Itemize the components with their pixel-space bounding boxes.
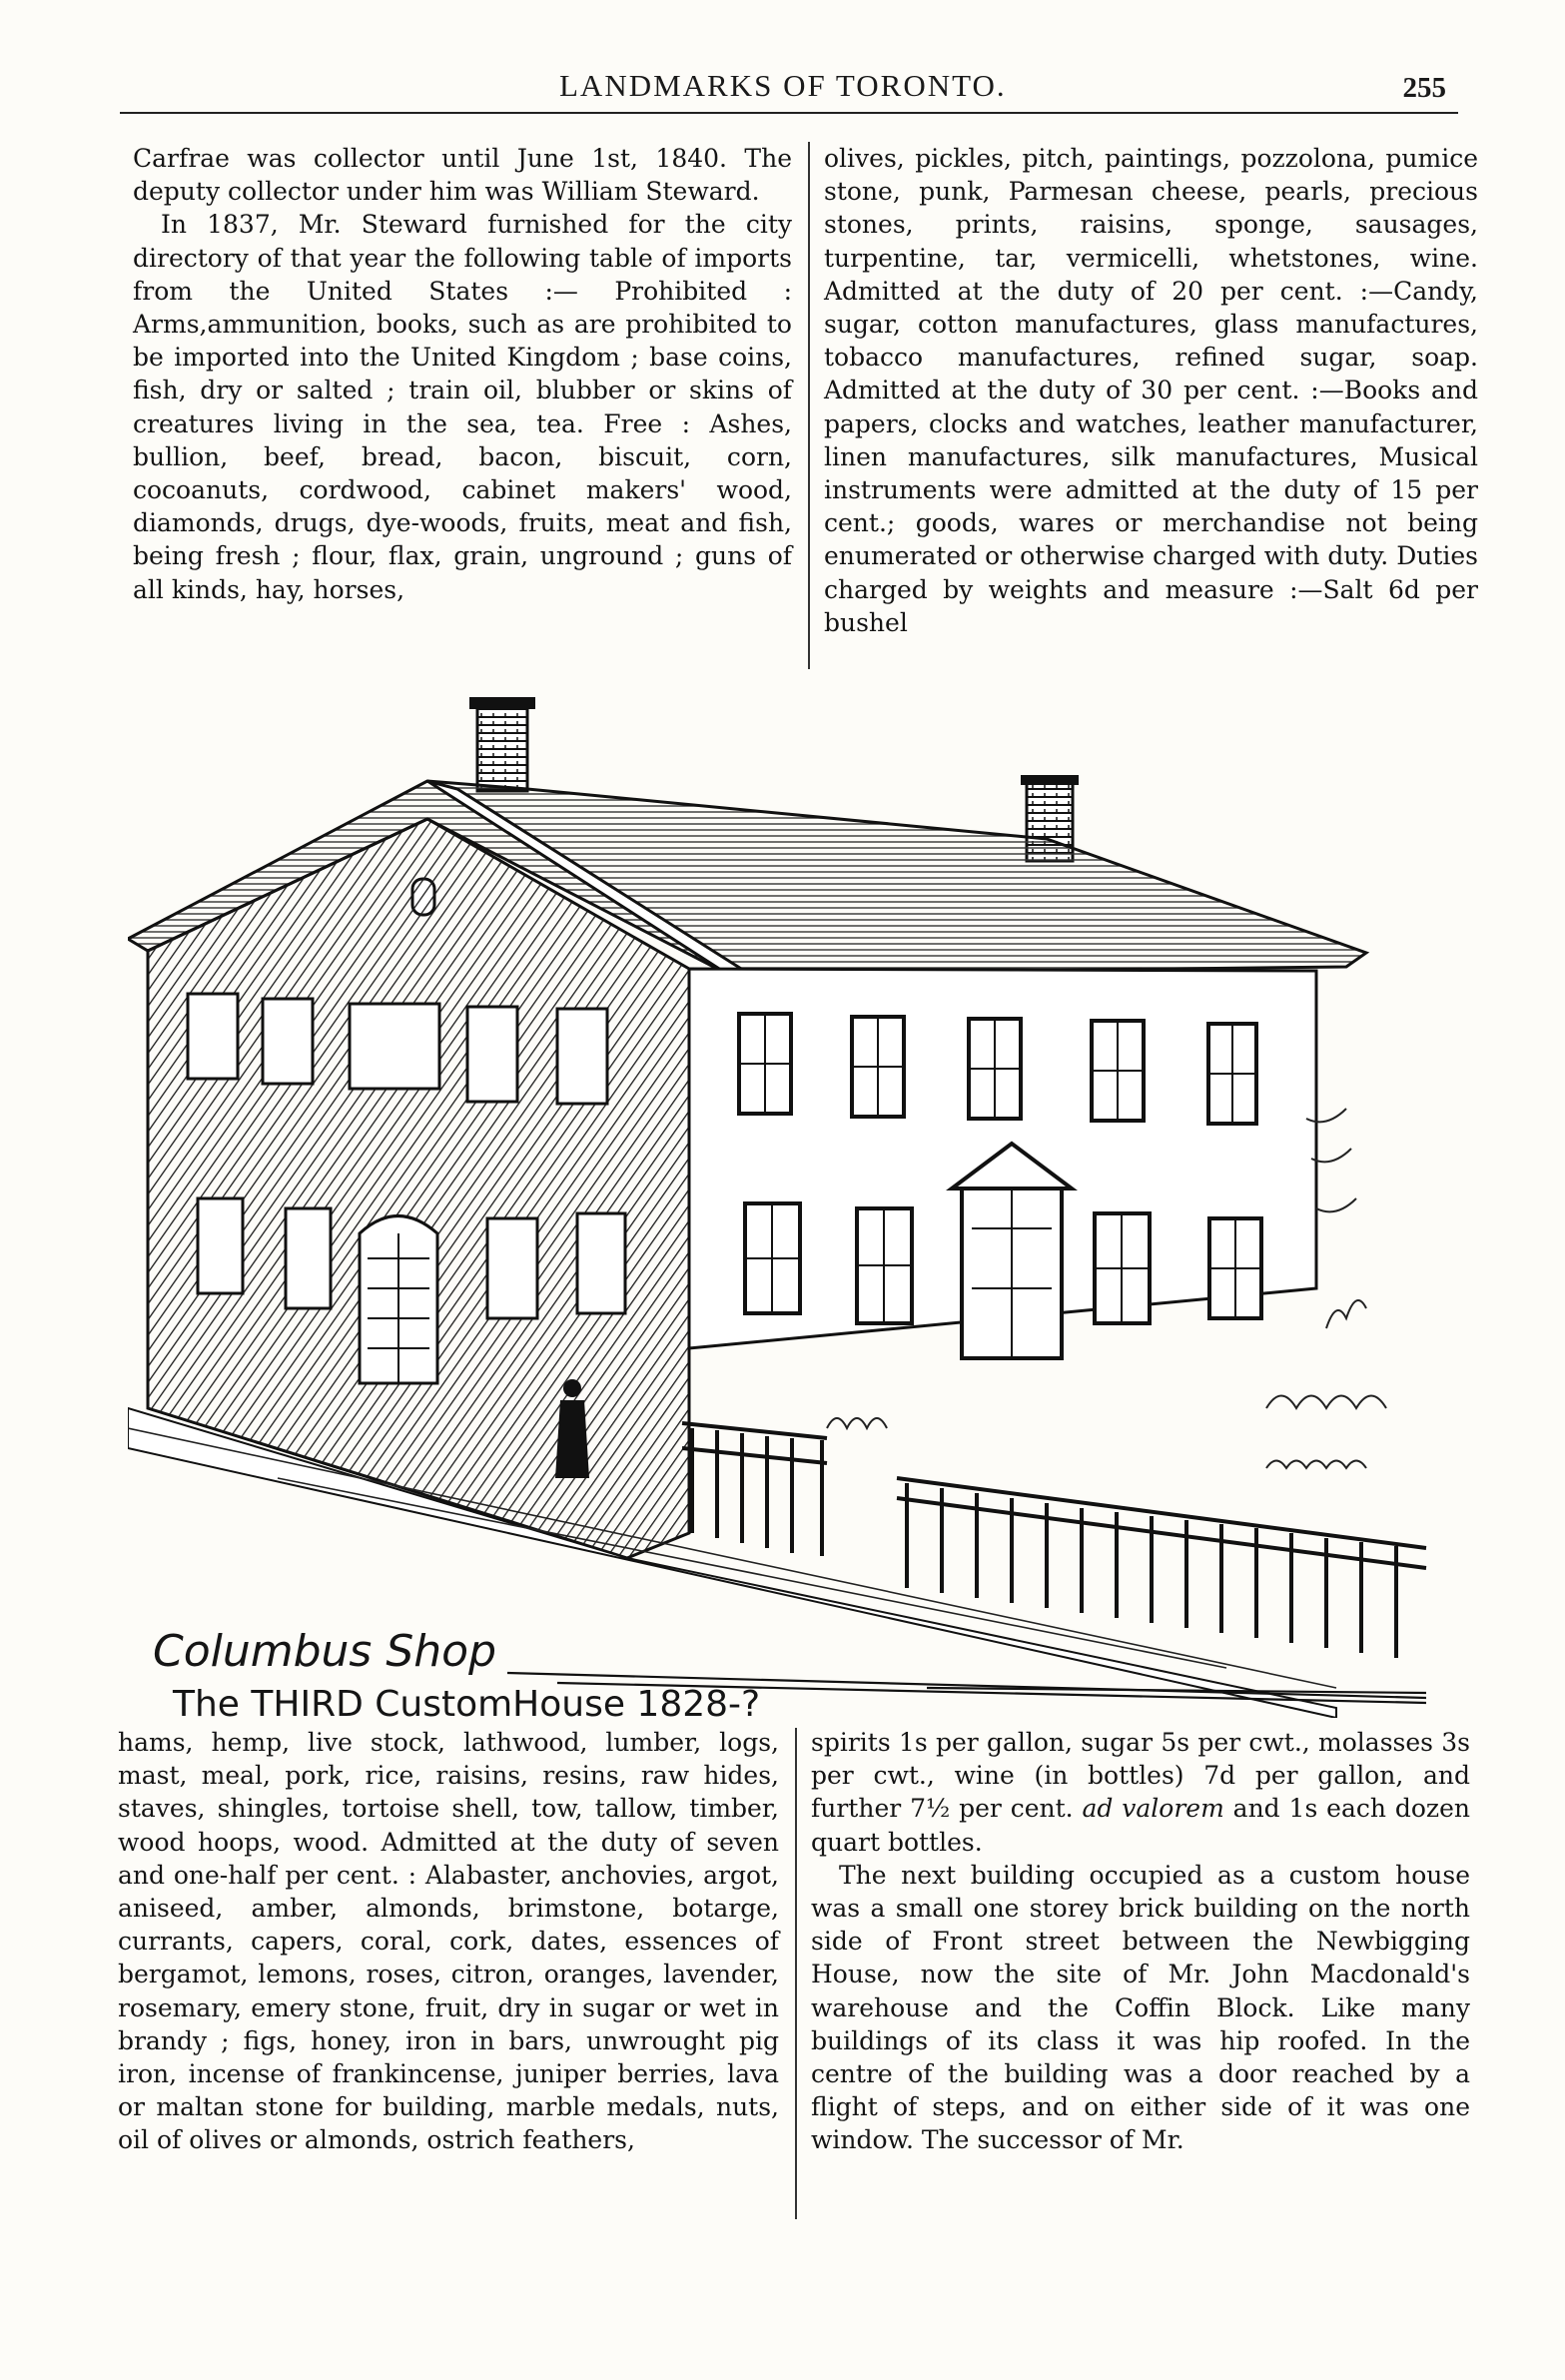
chimney-left	[477, 705, 527, 791]
paragraph: In 1837, Mr. Steward furnished for the city directory of that year the following table of imports from the United States :— Prohibited : Arms,ammunition, books, such as are prohibited to be imported into the United Kingdom ; base coins, fish, dry or salted ; train oil, blubber or skins of creatures living in the sea, tea. Free : Ashes, bullion, beef, bread, bacon, biscuit, corn, cocoanuts, cordwood, cabinet makers' wood, diamonds, drugs, dye-woods, fruits, meat and fish, being fresh ; flour, flax, grain, unground ; guns of all kinds, hay, horses,	[133, 210, 792, 604]
paragraph: The next building occupied as a custom house was a small one storey brick building on the north side of Front street between the Newbigging House, now the site of Mr. John Macdonald's warehouse and the Coffin Block. Like many buildings of its class it was hip roofed. In the centre of the building was a door reached by a flight of steps, and on either side of it was one window. The successor of Mr.	[811, 1860, 1470, 2155]
custom-house-illustration	[128, 689, 1456, 1718]
caption-line-1: Columbus Shop	[153, 1626, 497, 1677]
paragraph	[811, 1726, 1470, 1859]
italic-phrase: ad valorem	[1082, 1794, 1224, 1824]
paragraph: olives, pickles, pitch, paintings, pozzolona, pumice stone, punk, Parmesan cheese, pearls, precious stones, prints, raisins, sponge, sausages, turpentine, tar, vermicelli, whetstones, wine. Admitted at the duty of 20 per cent. :—Candy, sugar, cotton manufactures, glass manufactures, tobacco manufactures, refined sugar, soap. Admitted at the duty of 30 per cent. :—Books and papers, clocks and watches, leather manufacturer, linen manufactures, silk manufactures, Musical instruments were admitted at the duty of 15 per cent.; goods, wares or merchandise not being enumerated or otherwise charged with duty. Duties charged by weights and measure :—Salt 6d per bushel	[824, 144, 1478, 637]
chimney-cap-right	[1021, 775, 1079, 785]
text-column-top-right	[824, 142, 1478, 681]
chimney-cap-left	[469, 697, 535, 709]
picket-fence-left	[682, 1423, 827, 1556]
running-head	[120, 66, 1458, 114]
text-column-top-left	[133, 142, 792, 681]
text-run: and 1s each dozen quart bottles.	[811, 1794, 1470, 1857]
running-title: LANDMARKS OF TORONTO.	[559, 68, 1007, 103]
paragraph: hams, hemp, live stock, lathwood, lumber, logs, mast, meal, pork, rice, raisins, resins, raw hides, staves, shingles, tortoise shell, tow, tallow, timber, wood hoops, wood. Admitted at the duty of seven and one-half per cent. : Alabaster, anchovies, argot, aniseed, amber, almonds, brimstone, botarge, currants, capers, coral, cork, dates, essences of bergamot, lemons, roses, citron, oranges, lavender, rosemary, emery stone, fruit, dry in sugar or wet in brandy ; figs, honey, iron in bars, unwrought pig iron, incense of frankincense, juniper berries, lava or maltan stone for building, marble medals, nuts, oil of olives or almonds, ostrich feathers,	[118, 1728, 779, 2155]
column-divider	[808, 142, 810, 669]
column-divider	[795, 1728, 797, 2219]
caption-line-2: The THIRD CustomHouse 1828-?	[173, 1684, 761, 1718]
text-column-bottom-right	[811, 1726, 1470, 2230]
paragraph: Carfrae was collector until June 1st, 1840. The deputy collector under him was William Steward.	[133, 144, 792, 207]
text-run: spirits 1s per gallon, sugar 5s per cwt., molasses 3s per cwt., wine (in bottles) 7d per gallon, and further 7½ per cent.	[811, 1728, 1470, 1824]
page-number: 255	[1402, 72, 1446, 104]
text-column-bottom-left	[118, 1726, 779, 2230]
